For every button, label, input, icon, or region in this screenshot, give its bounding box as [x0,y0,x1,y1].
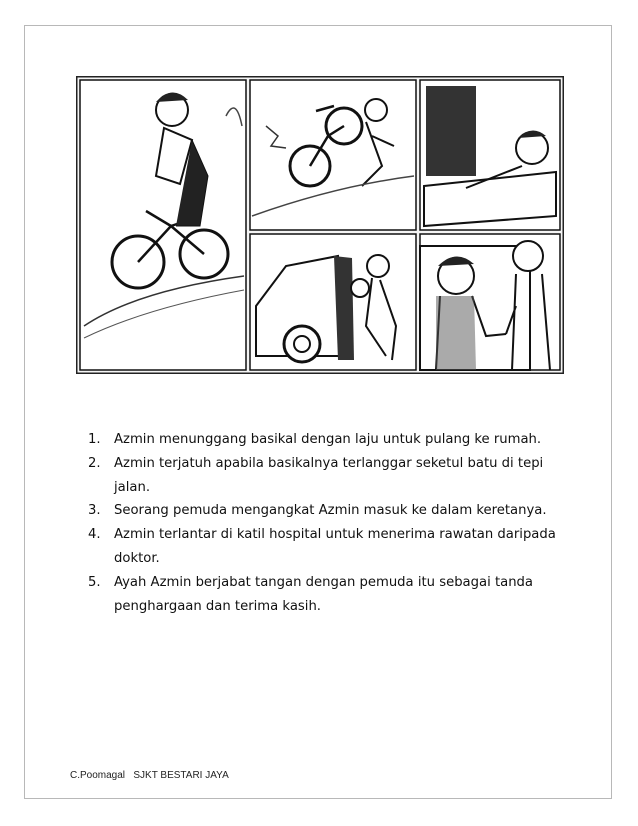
list-item [80,452,580,500]
comic-strip-illustration [76,76,564,374]
comic-panels [76,76,564,374]
list-text: Azmin menunggang basikal dengan laju untuk pulang ke rumah. [114,432,542,447]
list-number: 4. [88,527,101,543]
list-text: Ayah Azmin berjabat tangan dengan pemuda itu sebagai tanda penghargaan dan terima kasih. [114,574,534,614]
page-footer: C.Poomagal SJKT BESTARI JAYA [70,770,229,781]
panel-father-shaking-hands [420,234,560,370]
panel-boy-riding-bicycle [80,80,246,370]
list-number: 2. [88,455,101,471]
panel-boy-falling [250,80,416,230]
list-text: Azmin terjatuh apabila basikalnya terlanggar seketul batu di tepi jalan. [114,455,544,495]
list-item [80,571,580,619]
list-text: Azmin terlantar di katil hospital untuk menerima rawatan daripada doktor. [114,527,556,566]
panel-man-carrying-boy-to-car [250,234,416,370]
list-text: Seorang pemuda mengangkat Azmin masuk ke dalam keretanya. [114,503,547,519]
list-item [80,523,580,571]
list-item [80,499,580,523]
list-item [80,428,580,452]
list-number: 3. [88,503,101,519]
panel-boy-in-hospital-bed [420,80,560,230]
list-number: 1. [88,432,101,447]
story-steps-list [80,428,580,618]
list-number: 5. [88,574,101,590]
